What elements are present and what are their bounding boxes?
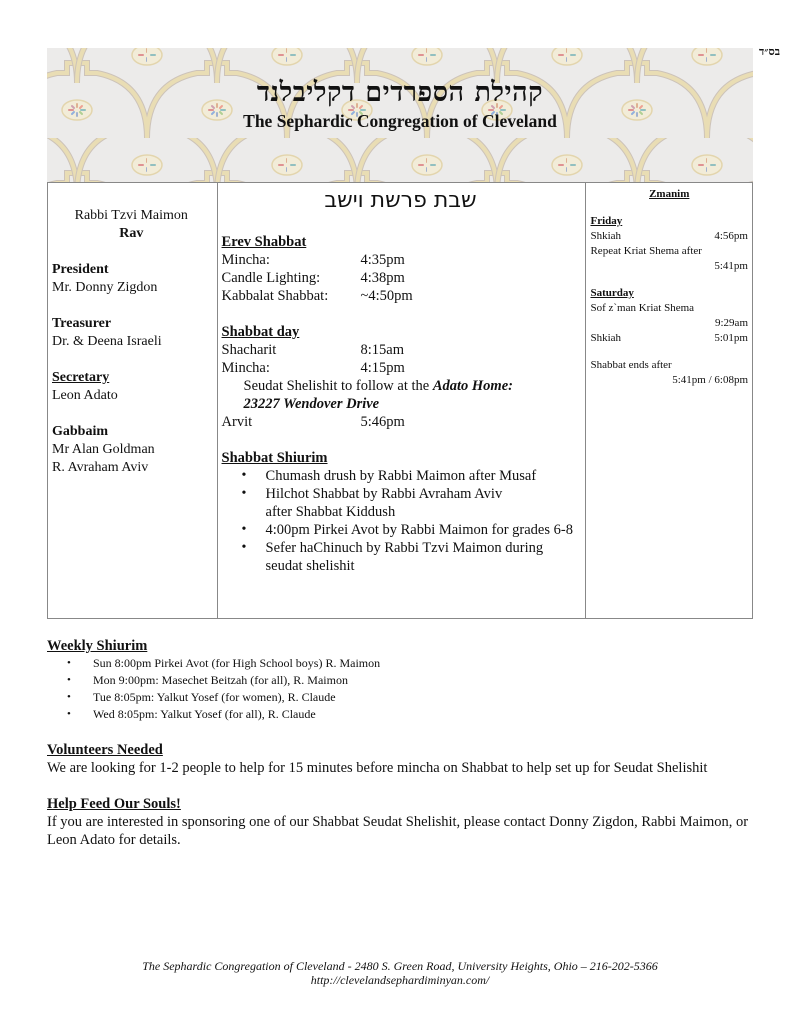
shabbat-ends-label: Shabbat ends after bbox=[590, 359, 672, 371]
gabbai-name: Mr Alan Goldman bbox=[52, 442, 155, 457]
header-banner bbox=[47, 48, 753, 182]
gabbai-name: R. Avraham Aviv bbox=[52, 460, 149, 475]
schedule-time: 8:15am bbox=[360, 342, 405, 358]
schedule-row bbox=[222, 341, 580, 359]
seudat-address: 23227 Wendover Drive bbox=[243, 396, 380, 412]
schedule-label: Arvit bbox=[221, 414, 253, 430]
rav-title: Rav bbox=[119, 226, 144, 241]
shabbat-day-heading: Shabbat day bbox=[221, 324, 300, 340]
gabbaim-label: Gabbaim bbox=[52, 424, 109, 439]
repeat-shema-time: 5:41pm bbox=[714, 260, 748, 272]
parsha-title: שבת פרשת וישב bbox=[324, 188, 477, 213]
weekly-shiurim-list bbox=[47, 655, 757, 723]
schedule-row bbox=[222, 269, 580, 287]
help-feed-heading: Help Feed Our Souls! bbox=[47, 796, 181, 812]
schedule-row bbox=[222, 359, 580, 377]
list-item: • 4:00pm Pirkei Avot by Rabbi Maimon for grades 6-8 bbox=[266, 521, 580, 539]
announcements bbox=[47, 637, 757, 849]
repeat-shema-label: Repeat Kriat Shema after bbox=[590, 245, 702, 257]
schedule-label: Shacharit bbox=[221, 342, 277, 358]
sof-zman-label: Sof z`man Kriat Shema bbox=[590, 302, 695, 314]
rav-name: Rabbi Tzvi Maimon bbox=[74, 208, 188, 223]
seudat-location: Adato Home: bbox=[432, 378, 513, 394]
list-item: • Tue 8:05pm: Yalkut Yosef (for women), R. Claude bbox=[93, 689, 757, 706]
volunteers-heading: Volunteers Needed bbox=[47, 742, 163, 758]
treasurer-label: Treasurer bbox=[52, 316, 112, 331]
erev-shabbat-heading: Erev Shabbat bbox=[221, 234, 307, 250]
treasurer-name: Dr. & Deena Israeli bbox=[52, 334, 162, 349]
schedule-row bbox=[222, 287, 580, 305]
president-name: Mr. Donny Zigdon bbox=[52, 280, 158, 295]
schedule-time: 4:15pm bbox=[360, 360, 405, 376]
shabbat-shiurim-heading: Shabbat Shiurim bbox=[221, 450, 328, 466]
volunteers-text: We are looking for 1-2 people to help for 15 minutes before mincha on Shabbat to help set up for Seudat Shelishit bbox=[47, 760, 708, 776]
schedule-label: Mincha: bbox=[221, 360, 270, 376]
footer bbox=[0, 959, 800, 987]
help-feed-text: If you are interested in sponsoring one of our Shabbat Seudat Shelishit, please contact Donny Zigdon, Rabbi Maimon, or Leon Adato for details. bbox=[47, 814, 749, 848]
list-item: • Wed 8:05pm: Yalkut Yosef (for all), R. Claude bbox=[93, 706, 757, 723]
secretary-name: Leon Adato bbox=[52, 388, 118, 403]
schedule-time: 5:46pm bbox=[360, 414, 405, 430]
schedule-label: Candle Lighting: bbox=[221, 270, 321, 286]
weekly-shiurim-heading: Weekly Shiurim bbox=[47, 638, 148, 654]
footer-url[interactable]: http://clevelandsephardiminyan.com/ bbox=[310, 973, 490, 987]
saturday-label: Saturday bbox=[590, 287, 634, 299]
schedule-column bbox=[218, 183, 587, 618]
english-congregation-title: The Sephardic Congregation of Cleveland bbox=[243, 111, 557, 131]
schedule-label: Kabbalat Shabbat: bbox=[221, 288, 329, 304]
president-label: President bbox=[52, 262, 109, 277]
list-item: • Hilchot Shabbat by Rabbi Avraham Aviv after Shabbat Kiddush bbox=[266, 485, 580, 521]
list-item: • Sefer haChinuch by Rabbi Tzvi Maimon during seudat shelishit bbox=[266, 539, 580, 575]
schedule-row bbox=[222, 251, 580, 269]
schedule-time: 4:38pm bbox=[360, 270, 405, 286]
seudat-shelishit-note: Seudat Shelishit to follow at the Adato Home: bbox=[243, 378, 513, 394]
info-table bbox=[47, 182, 753, 619]
shabbat-ends-time: 5:41pm / 6:08pm bbox=[672, 374, 748, 386]
secretary-label: Secretary bbox=[52, 370, 110, 385]
schedule-time: 4:35pm bbox=[360, 252, 405, 268]
list-item: • Sun 8:00pm Pirkei Avot (for High School boys) R. Maimon bbox=[93, 655, 757, 672]
footer-address: The Sephardic Congregation of Cleveland - 2480 S. Green Road, University Heights, Ohio – 216-202-5366 bbox=[142, 959, 658, 973]
officers-column bbox=[48, 183, 218, 618]
hebrew-congregation-title: קהילת הספרדים דקליבלנד bbox=[256, 77, 544, 108]
bsd-mark: בס״ד bbox=[758, 46, 780, 58]
zmanim-row: Shkiah 4:56pm bbox=[590, 230, 748, 242]
schedule-row bbox=[222, 413, 580, 431]
zmanim-column bbox=[586, 183, 752, 618]
list-item: • Mon 9:00pm: Masechet Beitzah (for all), R. Maimon bbox=[93, 672, 757, 689]
schedule-label: Mincha: bbox=[221, 252, 270, 268]
friday-label: Friday bbox=[590, 215, 623, 227]
zmanim-row: Shkiah 5:01pm bbox=[590, 332, 748, 344]
sof-zman-time: 9:29am bbox=[715, 317, 748, 329]
shabbat-shiurim-list bbox=[222, 467, 580, 575]
list-item: • Chumash drush by Rabbi Maimon after Musaf bbox=[266, 467, 580, 485]
schedule-time: ~4:50pm bbox=[360, 288, 413, 304]
zmanim-title: Zmanim bbox=[649, 188, 690, 200]
